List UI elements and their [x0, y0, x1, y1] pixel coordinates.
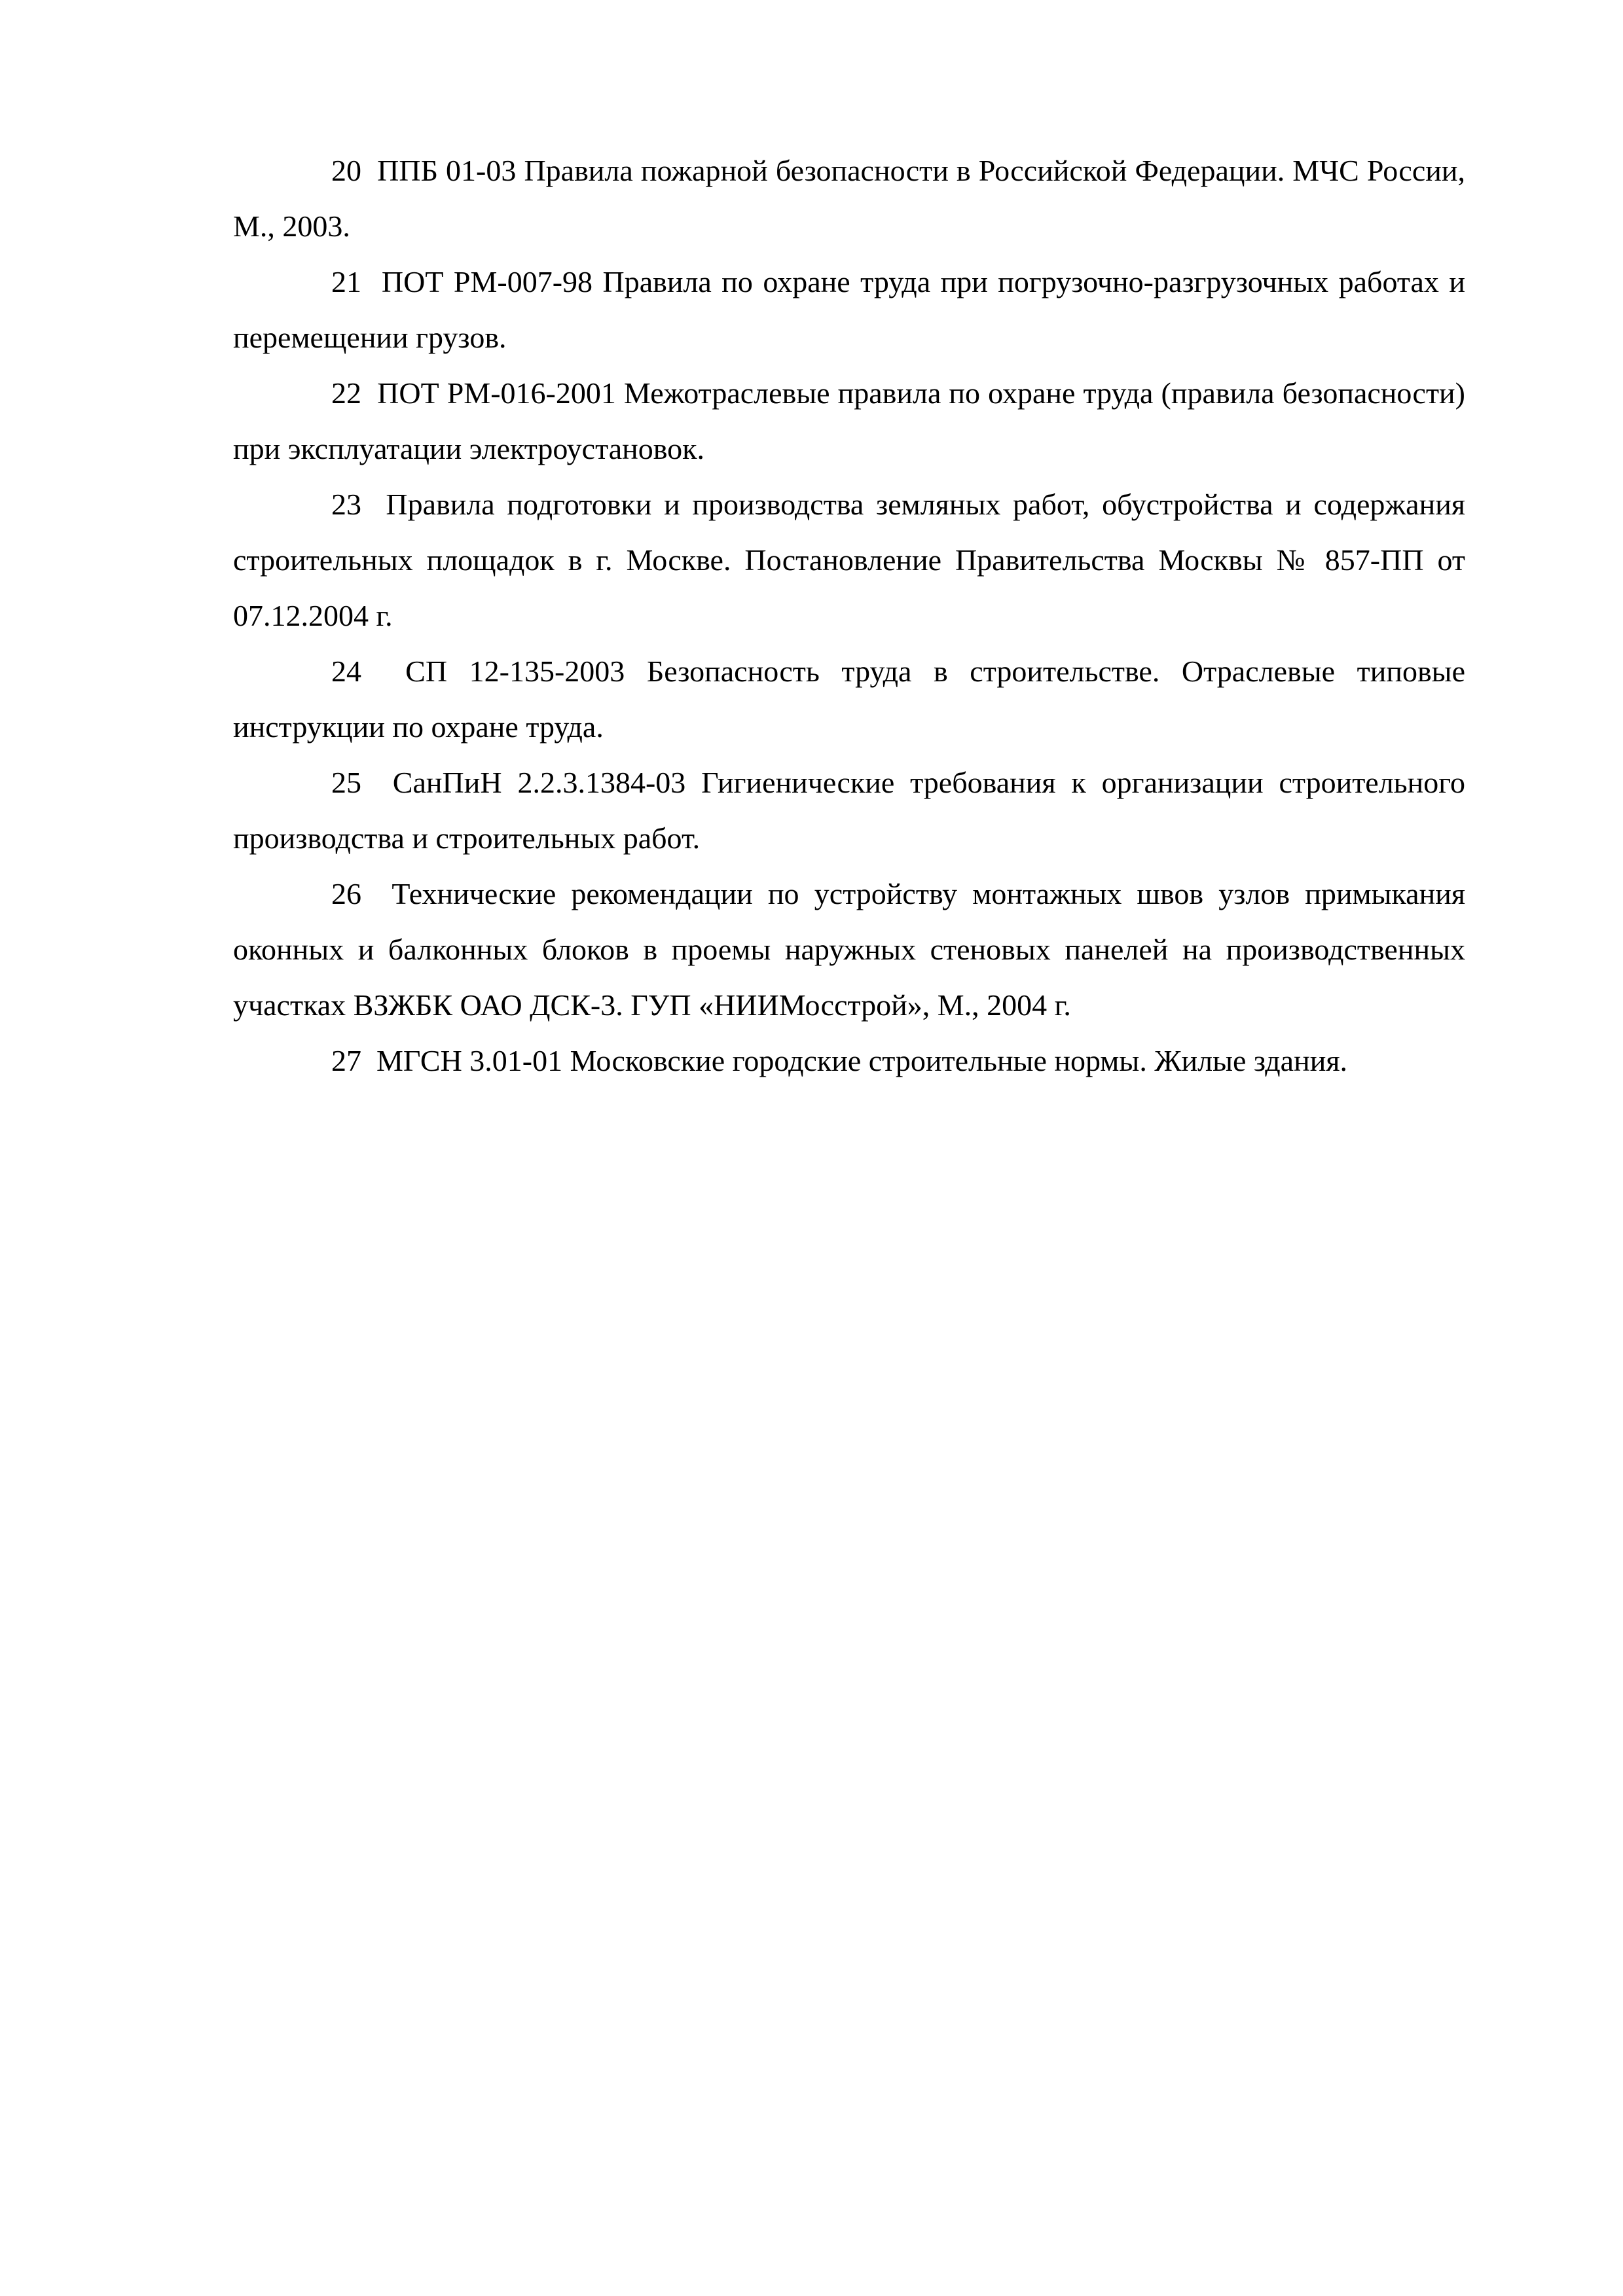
reference-number: 24	[331, 655, 361, 688]
reference-number: 20	[331, 154, 361, 187]
reference-text: ППБ 01-03 Правила пожарной безопасности в Российской Федерации. МЧС России, М., 2003.	[233, 154, 1465, 243]
reference-item-21	[233, 254, 1465, 365]
reference-item-20	[233, 143, 1465, 254]
reference-number: 22	[331, 376, 361, 410]
reference-item-22	[233, 365, 1465, 476]
reference-text: ПОТ РМ-007-98 Правила по охране труда при погрузочно-разгрузочных работах и перемещении грузов.	[233, 265, 1465, 354]
reference-text: Технические рекомендации по устройству монтажных швов узлов примыкания оконных и балконных блоков в проемы наружных стеновых панелей на производственных участках ВЗЖБК ОАО ДСК-3. ГУП «НИИМосстрой», М., 2004 г.	[233, 877, 1465, 1022]
reference-text: СП 12-135-2003 Безопасность труда в строительстве. Отраслевые типовые инструкции по охране труда.	[233, 655, 1465, 744]
reference-number: 23	[331, 488, 361, 521]
reference-item-26	[233, 866, 1465, 1033]
reference-item-27	[233, 1033, 1465, 1088]
reference-number: 25	[331, 766, 361, 799]
reference-number: 26	[331, 877, 361, 910]
reference-list	[233, 143, 1465, 1088]
reference-number: 21	[331, 265, 361, 298]
reference-number: 27	[331, 1044, 361, 1077]
reference-item-24	[233, 643, 1465, 755]
reference-text: МГСН 3.01-01 Московские городские строительные нормы. Жилые здания.	[376, 1044, 1347, 1077]
reference-item-25	[233, 755, 1465, 866]
reference-text: Правила подготовки и производства земляных работ, обустройства и содержания строительных площадок в г. Москве. Постановление Правительства Москвы № 857-ПП от 07.12.2004 г.	[233, 488, 1465, 632]
reference-text: СанПиН 2.2.3.1384-03 Гигиенические требования к организации строительного производства и строительных работ.	[233, 766, 1466, 855]
reference-text: ПОТ РМ-016-2001 Межотраслевые правила по охране труда (правила безопасности) при эксплуатации электроустановок.	[233, 376, 1465, 465]
reference-item-23	[233, 476, 1465, 643]
